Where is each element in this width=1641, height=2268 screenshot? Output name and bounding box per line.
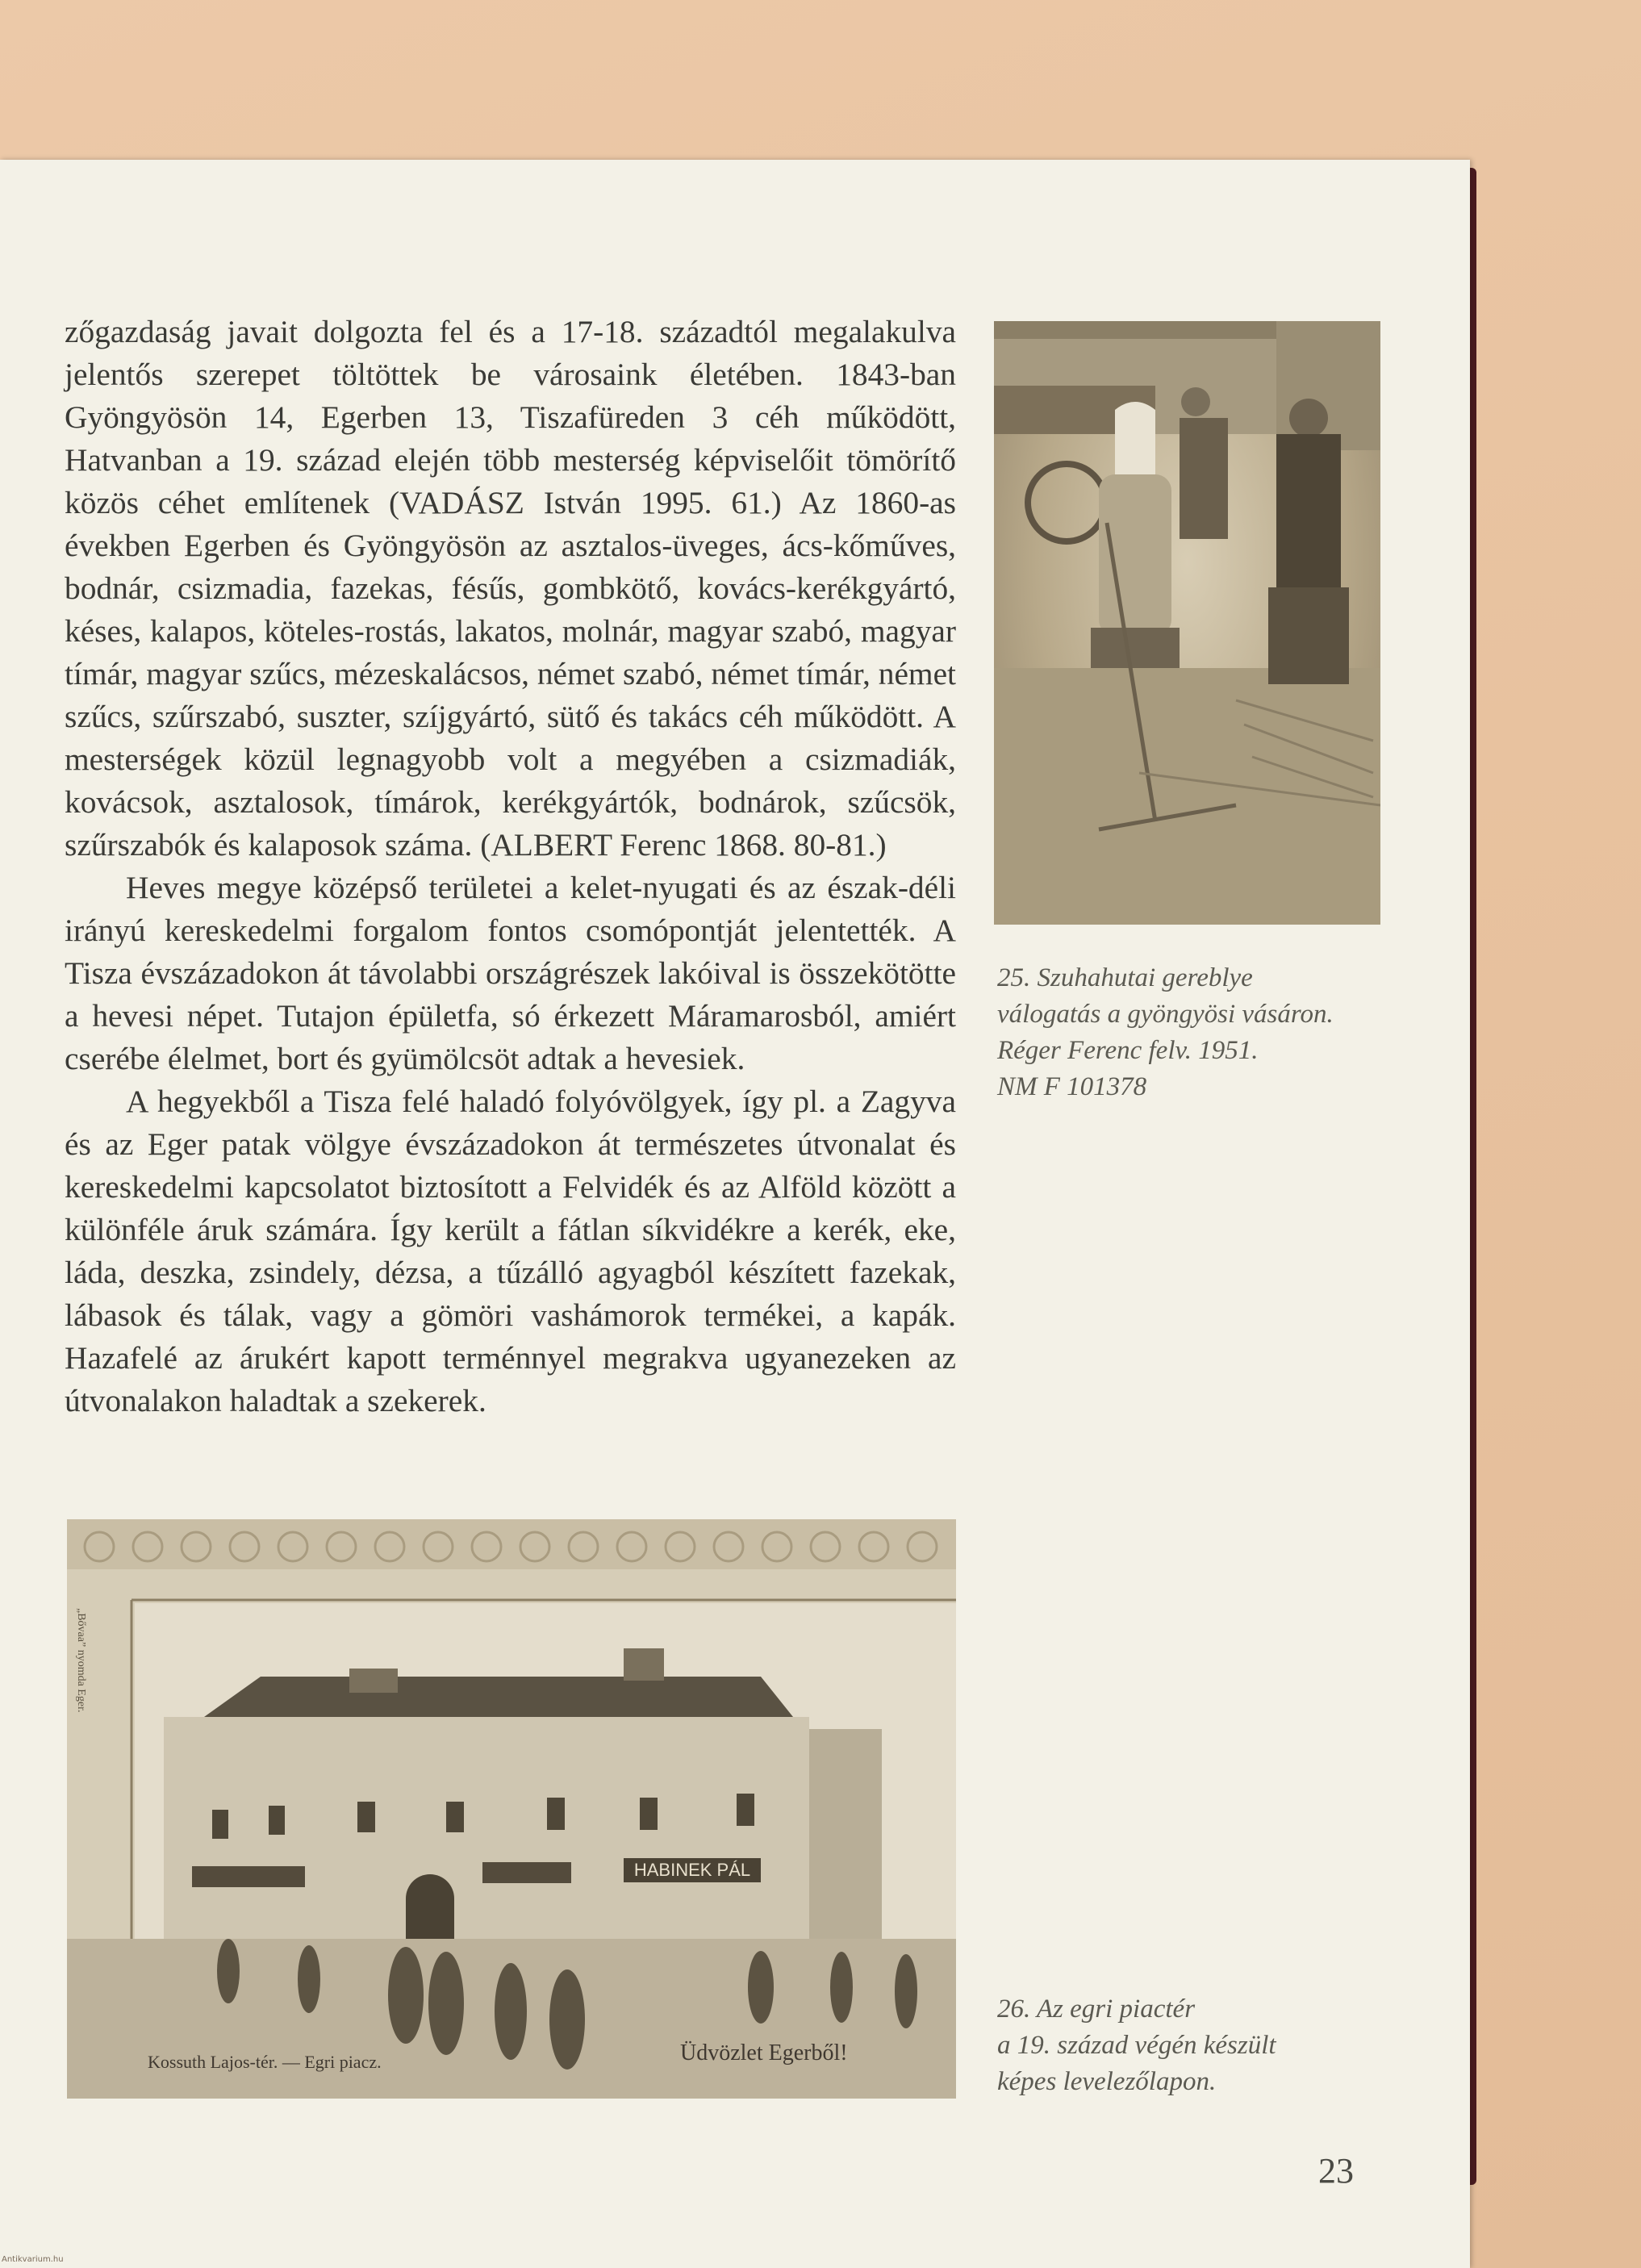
postcard-eger-market bbox=[67, 1519, 956, 2099]
photo-rake-market bbox=[994, 321, 1380, 925]
caption-line: 26. Az egri piactér bbox=[997, 1994, 1196, 2024]
page-number: 23 bbox=[1318, 2151, 1354, 2191]
postcard-caption-right: Üdvözlet Egerből! bbox=[680, 2040, 848, 2065]
watermark: Antikvarium.hu bbox=[2, 2255, 64, 2264]
postcard-side-print: „Bővaa” nyomda Eger. bbox=[75, 1608, 87, 1713]
postcard-caption-left: Kossuth Lajos-tér. — Egri piacz. bbox=[148, 2052, 382, 2072]
shop-sign: HABINEK PÁL bbox=[633, 1860, 751, 1880]
paragraph-1: zőgazdaság javait dolgozta fel és a 17-18. századtól megalakulva jelentős szerepet töltöttek be városaink életében. 1843-ban Gyöngyösön 14, Egerben 13, Tiszafüreden 3 céh működött, Hatvanban a 19. század elején több mesterség képviselőit tömörítő közös céhet említenek (VADÁSZ István 1995. 61.) Az 1860-as években Egerben és Gyöngyösön az asztalos-üveges, ács-kőműves, bodnár, csizmadia, fazekas, fésűs, gombkötő, kovács-kerékgyártó, késes, kalapos, köteles-rostás, lakatos, molnár, magyar szabó, magyar tímár, magyar szűcs, mézeskalácsos, német szabó, német tímár, német szűcs, szűrszabó, suszter, szíjgyártó, sütő és takács céh működött. A mesterségek közül legnagyobb volt a megyében a csizmadiák, kovácsok, asztalosok, tímárok, kerékgyártók, bodnárok, szűcsök, szűrszabók és kalaposok száma. (ALBERT Ferenc 1868. 80-81.) bbox=[65, 314, 956, 863]
paragraph-3: A hegyekből a Tisza felé haladó folyóvölgyek, így pl. a Zagyva és az Eger patak völgye évszázadokon át természetes útvonalat és kereskedelmi kapcsolatot biztosított a Felvidék és az Alföld között a különféle áruk számára. Így került a fátlan síkvidékre a kerék, eke, láda, deszka, zsindely, dézsa, a tűzálló agyagból készített fazekak, lábasok és tálak, vagy a gömöri vashámorok termékei, a kapák. Hazafelé az árukért kapott terménnyel megrakva ugyanezeken az útvonalakon haladtak a szekerek. bbox=[65, 1084, 956, 1418]
caption-line: a 19. század végén készült bbox=[997, 2031, 1276, 2060]
caption-line: 25. Szuhahutai gereblye bbox=[997, 963, 1253, 992]
paragraph-2: Heves megye középső területei a kelet-nyugati és az észak-déli irányú kereskedelmi forgalom fontos csomópontját jelentették. A Tisza évszázadokon át távolabbi országrészek lakóival is összekötötte a hevesi népet. Tutajon épületfa, só érkezett Máramarosból, amiért cserébe élelmet, bort és gyümölcsöt adtak a hevesiek. bbox=[65, 870, 956, 1076]
main-text-column bbox=[65, 311, 956, 1422]
caption-photo-25 bbox=[997, 960, 1334, 1105]
caption-line: képes levelezőlapon. bbox=[997, 2067, 1217, 2096]
caption-photo-26 bbox=[997, 1991, 1276, 2100]
caption-line: NM F 101378 bbox=[997, 1072, 1147, 1101]
caption-line: Réger Ferenc felv. 1951. bbox=[997, 1036, 1259, 1065]
caption-line: válogatás a gyöngyösi vásáron. bbox=[997, 1000, 1334, 1029]
